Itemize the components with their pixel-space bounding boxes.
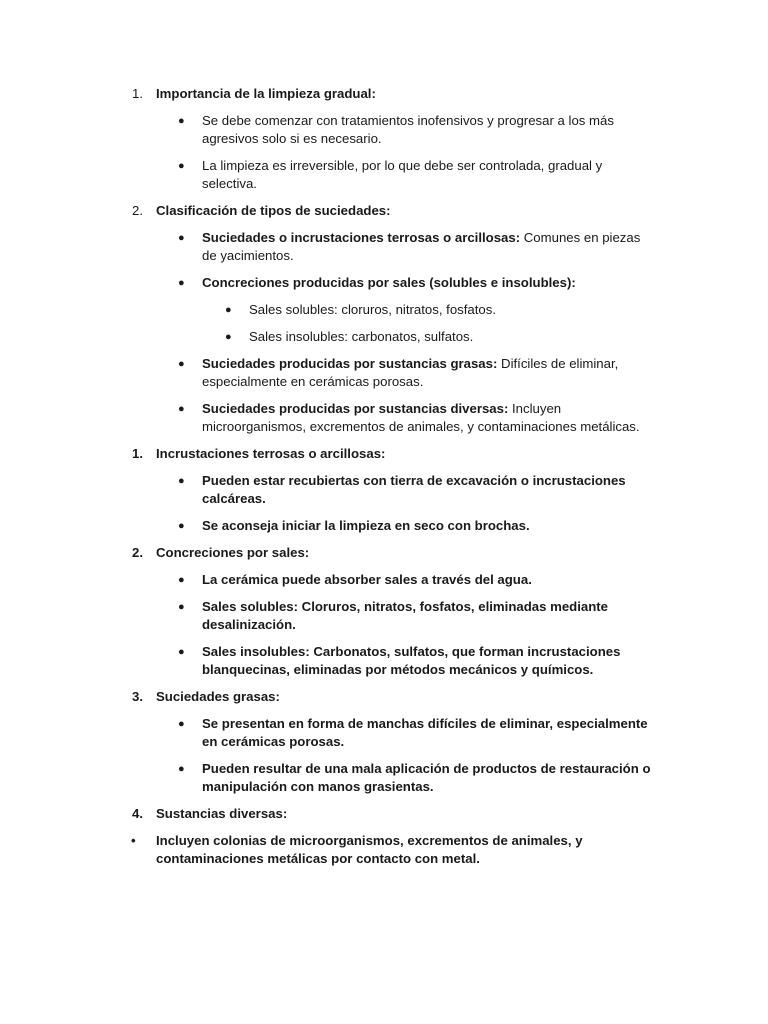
list-item	[178, 517, 657, 535]
section-heading: Sustancias diversas:	[156, 806, 288, 821]
list-item	[178, 643, 657, 679]
bullet-icon: ●	[225, 331, 232, 343]
list-item	[178, 274, 657, 292]
list-item	[178, 571, 657, 589]
bullet-icon: ●	[225, 304, 232, 316]
list-item	[132, 202, 656, 220]
item-bold-text: Se presentan en forma de manchas difíciles de eliminar, especialmente en cerámicas porosas.	[202, 716, 648, 749]
bullet-icon: ●	[178, 763, 185, 775]
bullet-icon: ●	[178, 403, 185, 415]
list-item	[178, 157, 657, 193]
list-item	[225, 328, 659, 346]
bullet-icon: ●	[178, 277, 185, 289]
bullet-icon: ●	[178, 232, 185, 244]
bullet-icon: ●	[178, 520, 185, 532]
list-number: 2.	[132, 545, 143, 560]
list-item	[178, 112, 657, 148]
item-bold-text: Se aconseja iniciar la limpieza en seco con brochas.	[202, 518, 530, 533]
item-bold-text: La cerámica puede absorber sales a través del agua.	[202, 572, 532, 587]
list-item	[178, 355, 657, 391]
item-text: Se debe comenzar con tratamientos inofensivos y progresar a los más agresivos solo si es necesario.	[202, 113, 614, 146]
item-text: Difíciles de eliminar, especialmente en cerámicas porosas.	[202, 356, 619, 389]
list-item	[132, 688, 656, 706]
list-item	[131, 832, 656, 868]
list-number: 4.	[132, 806, 143, 821]
section-heading: Concreciones por sales:	[156, 545, 310, 560]
list-number: 3.	[132, 689, 143, 704]
list-number: 1.	[132, 86, 143, 101]
list-item	[178, 400, 657, 436]
section-heading: Suciedades grasas:	[156, 689, 280, 704]
item-bold-text: Suciedades producidas por sustancias diversas:	[202, 401, 509, 416]
item-bold-text: Sales insolubles: Carbonatos, sulfatos, que forman incrustaciones blanquecinas, eliminadas por métodos mecánicos y químicos.	[202, 644, 621, 677]
section-heading: Incrustaciones terrosas o arcillosas:	[156, 446, 386, 461]
list-item	[178, 598, 657, 634]
bullet-icon: ●	[178, 475, 185, 487]
bullet-icon: ●	[178, 718, 185, 730]
list-item	[178, 229, 657, 265]
document-page	[0, 85, 768, 877]
bullet-icon: ●	[178, 115, 185, 127]
list-item	[132, 544, 656, 562]
sub-item-text: Sales insolubles: carbonatos, sulfatos.	[249, 329, 474, 344]
list-item	[178, 760, 657, 796]
item-bold-text: Pueden estar recubiertas con tierra de excavación o incrustaciones calcáreas.	[202, 473, 626, 506]
list-item	[132, 85, 656, 103]
sub-item-text: Sales solubles: cloruros, nitratos, fosfatos.	[249, 302, 497, 317]
section-heading: Importancia de la limpieza gradual:	[156, 86, 376, 101]
list-item	[178, 472, 657, 508]
item-bold-text: Suciedades o incrustaciones terrosas o arcillosas:	[202, 230, 521, 245]
item-bold-text: Pueden resultar de una mala aplicación de productos de restauración o manipulación con manos grasientas.	[202, 761, 651, 794]
item-text: Comunes en piezas de yacimientos.	[202, 230, 641, 263]
item-bold-text: Suciedades producidas por sustancias grasas:	[202, 356, 498, 371]
bullet-icon: ●	[178, 358, 185, 370]
item-text: Incluyen microorganismos, excrementos de animales, y contaminaciones metálicas.	[202, 401, 640, 434]
list-item	[225, 301, 659, 319]
bullet-icon: ●	[178, 574, 185, 586]
bullet-icon: •	[131, 833, 136, 848]
item-text: La limpieza es irreversible, por lo que debe ser controlada, gradual y selectiva.	[202, 158, 603, 191]
section-heading: Clasificación de tipos de suciedades:	[156, 203, 391, 218]
final-item-text: Incluyen colonias de microorganismos, excrementos de animales, y contaminaciones metálicas por contacto con metal.	[156, 833, 583, 866]
list-number: 2.	[132, 203, 143, 218]
list-number: 1.	[132, 446, 143, 461]
bullet-icon: ●	[178, 601, 185, 613]
list-item	[178, 715, 657, 751]
bullet-icon: ●	[178, 646, 185, 658]
item-bold-text: Concreciones producidas por sales (solubles e insolubles):	[202, 275, 576, 290]
list-item	[132, 445, 656, 463]
bullet-icon: ●	[178, 160, 185, 172]
list-item	[132, 805, 656, 823]
item-bold-text: Sales solubles: Cloruros, nitratos, fosfatos, eliminadas mediante desalinización.	[202, 599, 608, 632]
